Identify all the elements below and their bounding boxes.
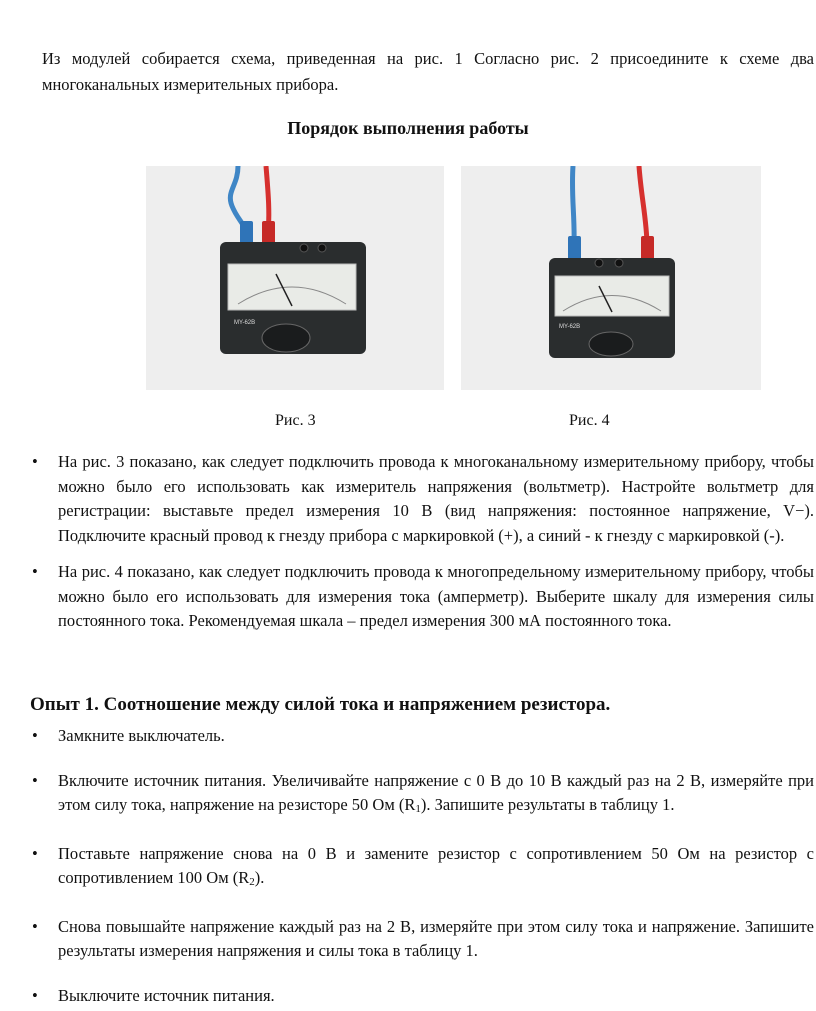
step-measure-r1: Включите источник питания. Увеличивайте напряжение с 0 В до 10 В каждый раз на 2 В, измеряйте при этом силу тока, напряжение на резисторе 50 Ом $(R_1)$. Запишите результаты в таблицу 1. <box>58 770 814 815</box>
bullet-icon: • <box>32 562 38 581</box>
instruction-voltmeter: На рис. 3 показано, как следует подключить провода к многоканальному измерительному прибору, чтобы можно было его использовать как измеритель напряжения (вольтметр). Настройте вольтметр для регистрации: выставьте предел измерения 10 В (вид напряжения: постоянное напряжение, V−). Подключите красный провод к гнезду прибора с маркировкой (+), а синий - к гнезду с маркировкой (-). <box>58 452 814 545</box>
experiment-steps <box>32 724 814 1008</box>
device-brand: MY-62B <box>559 324 581 330</box>
figure-3-multimeter-photo <box>146 166 444 390</box>
figure-3-caption: Рис. 3 <box>275 412 316 429</box>
blue-wire <box>572 166 574 246</box>
bullet-icon: • <box>32 916 38 936</box>
device-brand: MY-62B <box>234 320 256 326</box>
experiment-title: Опыт 1. Соотношение между силой тока и напряжением резистора. <box>30 694 611 715</box>
step-power-off: Выключите источник питания. <box>58 985 275 1005</box>
multimeter-ammeter-image <box>461 166 761 390</box>
list-item <box>32 842 814 895</box>
bullet-icon: • <box>32 843 38 863</box>
instruction-list <box>32 450 814 634</box>
multimeter-voltmeter-image <box>146 166 444 390</box>
list-item <box>32 560 814 634</box>
figure-4-multimeter-photo <box>461 166 761 390</box>
list-item <box>32 450 814 548</box>
instruction-ammeter: На рис. 4 показано, как следует подключить провода к многопредельному измерительному прибору, чтобы можно было его использовать для измерения тока (амперметр). Выберите шкалу для измерения силы постоянного тока. Рекомендуемая шкала – предел измерения 300 мА постоянного тока. <box>58 562 814 630</box>
bullet-icon: • <box>32 452 38 471</box>
intro-paragraph: Из модулей собирается схема, приведенная на рис. 1 Согласно рис. 2 присоедините к схеме два многоканальных измерительных прибора. <box>42 49 814 94</box>
range-knob <box>589 332 633 356</box>
step-replace-resistor: Поставьте напряжение снова на 0 В и замените резистор с сопротивлением 50 Ом на резистор с сопротивлением 100 Ом $(R_2)$. <box>58 843 814 888</box>
list-item <box>32 915 814 964</box>
section-heading: Порядок выполнения работы <box>287 118 529 138</box>
range-knob <box>262 324 310 352</box>
list-item <box>32 724 814 749</box>
figure-4-caption: Рис. 4 <box>569 412 610 429</box>
bullet-icon: • <box>32 985 38 1005</box>
step-close-switch: Замкните выключатель. <box>58 726 225 745</box>
bullet-icon: • <box>32 770 38 790</box>
bullet-icon: • <box>32 726 38 745</box>
list-item <box>32 769 814 822</box>
list-item <box>32 984 814 1009</box>
step-measure-r2: Снова повышайте напряжение каждый раз на 2 В, измеряйте при этом силу тока и напряжение. Запишите результаты измерения напряжения и силы тока в таблицу 1. <box>58 916 814 960</box>
